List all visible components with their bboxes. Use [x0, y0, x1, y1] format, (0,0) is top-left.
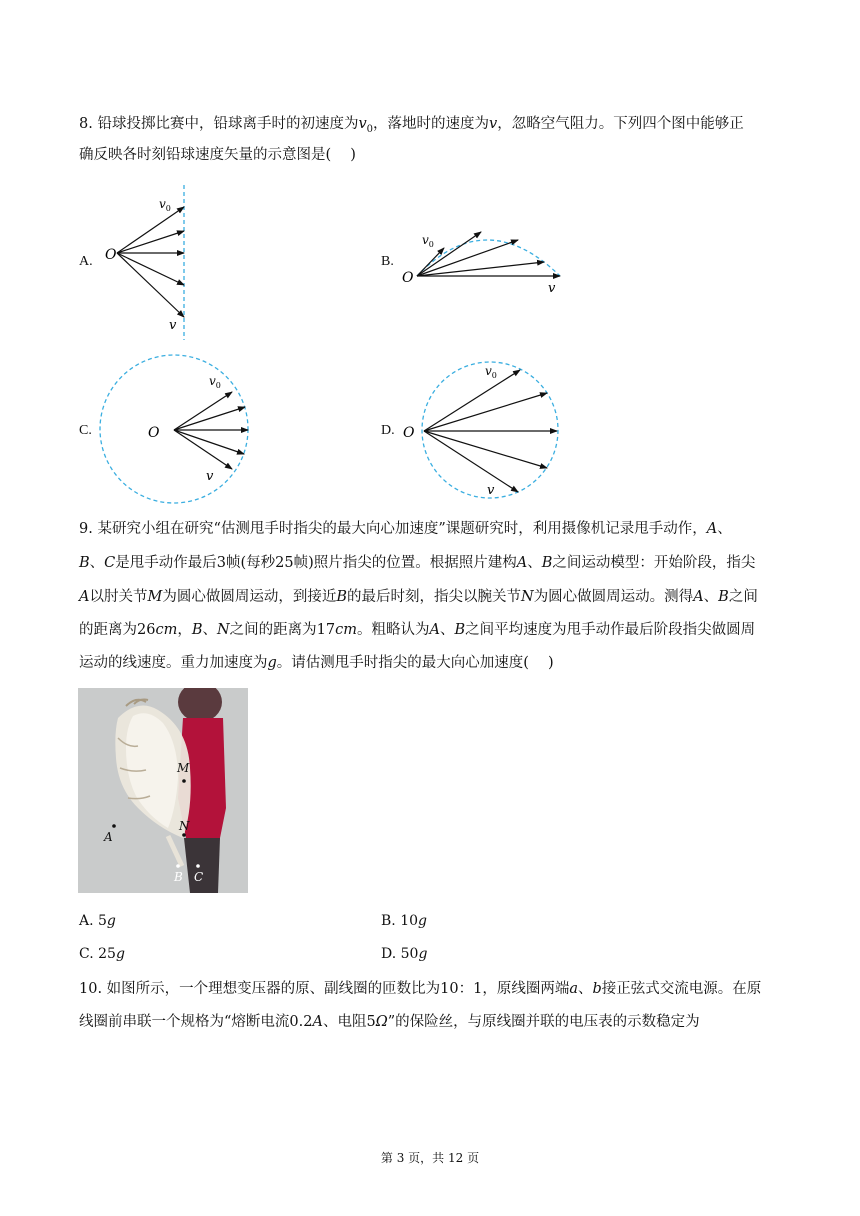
option-a-label: A.: [79, 254, 93, 269]
v-label: v: [487, 483, 495, 498]
q10-text: ”的保险丝，与原线圈并联的电压表的示数稳定为: [387, 1014, 700, 1030]
q9-symbol: B: [454, 622, 466, 638]
q9-symbol: A: [706, 521, 718, 537]
q10-symbol: a: [569, 981, 578, 997]
q9-text: 之间: [728, 589, 758, 605]
choice-label: D. 50: [381, 946, 419, 962]
q10-text: 、电阻5: [322, 1014, 376, 1030]
q10-text: 接正弦式交流电源。在原: [601, 981, 762, 997]
label-a: A: [104, 830, 113, 844]
dashed-circle: [422, 362, 558, 498]
q9-text: 的距离为26: [79, 622, 156, 638]
hand-swing-illustration: [78, 688, 248, 893]
velocity-arrow: [117, 231, 184, 253]
velocity-arrow: [424, 370, 520, 431]
q9-symbol: A: [516, 555, 528, 571]
q10-text: 10. 如图所示，一个理想变压器的原、副线圈的匝数比为10：1，原线圈两端: [79, 981, 570, 997]
q9-line-1: [79, 519, 732, 539]
choice-c[interactable]: [79, 946, 125, 962]
q9-symbol: B: [718, 589, 729, 605]
q9-text: 之间运动模型：开始阶段，指尖: [552, 555, 756, 571]
q9-text: 、: [89, 555, 105, 571]
label-m: M: [177, 761, 190, 775]
v0-label: $v_0$: [485, 364, 497, 380]
q9-line-2: [79, 553, 755, 573]
label-n: N: [179, 819, 190, 833]
figure-option-b: [398, 222, 568, 297]
point-n: [182, 833, 186, 837]
choice-label: B. 10: [381, 913, 419, 929]
choice-symbol: g: [115, 946, 125, 962]
label-c: C: [194, 870, 204, 884]
q9-symbol: N: [216, 622, 230, 638]
velocity-arrow: [424, 431, 547, 468]
v0-label: $v_0$: [422, 233, 434, 249]
dashed-circle: [100, 355, 248, 503]
velocity-arrow: [117, 207, 184, 253]
dashed-trajectory: [417, 240, 560, 276]
velocity-arrow: [174, 407, 245, 430]
point-b: [176, 864, 180, 868]
figure-option-a: [105, 185, 205, 345]
q9-text: 为圆心做圆周运动，到接近: [162, 589, 337, 605]
velocity-arrow: [117, 253, 184, 285]
q9-text: 运动的线速度。重力加速度为: [79, 655, 268, 671]
velocity-arrow: [174, 430, 232, 469]
q9-text: 、: [527, 555, 542, 571]
choice-label: C. 25: [79, 946, 116, 962]
choice-symbol: g: [418, 913, 427, 929]
choice-d[interactable]: [381, 946, 427, 962]
q10-text: 、: [578, 981, 593, 997]
q10-unit: A: [312, 1014, 323, 1030]
option-d-label: D.: [381, 423, 395, 438]
q8-text: ，忽略空气阻力。下列四个图中能够正: [497, 116, 744, 132]
choice-label: A. 5: [79, 913, 107, 929]
v0-symbol: v: [358, 116, 367, 132]
q9-text: 之间的距离为17: [229, 622, 336, 638]
q9-text: 之间平均速度为甩手动作最后阶段指尖做圆周: [465, 622, 756, 638]
q9-symbol: g: [267, 655, 277, 671]
q9-symbol: B: [336, 589, 347, 605]
figure-option-c: [96, 355, 256, 505]
q9-symbol: A: [429, 622, 440, 638]
origin-label: O: [403, 425, 415, 441]
origin-label: O: [148, 425, 160, 441]
q9-line-5: [79, 653, 554, 673]
q9-symbol: B: [191, 622, 203, 638]
v0-subscript: 0: [366, 123, 374, 135]
v-symbol: v: [489, 116, 498, 132]
point-a: [112, 824, 116, 828]
q8-text: ，落地时的速度为: [373, 116, 490, 132]
v0-label: $v_0$: [209, 374, 221, 390]
velocity-arrow: [424, 393, 547, 431]
q9-text: 。请估测甩手时指尖的最大向心加速度( ): [276, 655, 554, 671]
q8-text: 8. 铅球投掷比赛中，铅球离手时的初速度为: [79, 116, 359, 132]
v-label: v: [169, 318, 177, 333]
q9-symbol: B: [541, 555, 553, 571]
q9-text: 。粗略认为: [357, 622, 430, 638]
choice-symbol: g: [106, 913, 116, 929]
q9-text: 、: [703, 589, 719, 605]
q9-text: 是甩手动作最后3帧(每秒25帧)照片指尖的位置。根据照片建构: [115, 555, 517, 571]
q9-symbol: A: [693, 589, 704, 605]
q9-text: ，: [177, 622, 192, 638]
velocity-arrow: [117, 253, 184, 317]
q9-text: 、: [439, 622, 455, 638]
q9-text: 9. 某研究小组在研究“估测甩手时指尖的最大向心加速度”课题研究时，利用摄像机记录甩手动作，: [79, 521, 707, 537]
q8-line-1: [79, 114, 744, 140]
q9-unit: cm: [155, 622, 178, 638]
q9-text: 为圆心做圆周运动。测得: [533, 589, 694, 605]
q9-text: 、: [202, 622, 217, 638]
q9-line-4: [79, 620, 755, 640]
q10-text: 线圈前串联一个规格为“熔断电流0.2: [79, 1014, 313, 1030]
q10-unit: Ω: [375, 1014, 388, 1030]
velocity-arrow: [424, 431, 518, 492]
q10-line-2: [79, 1012, 700, 1032]
label-b: B: [174, 870, 183, 884]
q9-text: 以肘关节: [89, 589, 148, 605]
origin-label: O: [105, 247, 117, 263]
q9-symbol: C: [104, 555, 116, 571]
q9-symbol: M: [147, 589, 163, 605]
q8-line-2: 确反映各时刻铅球速度矢量的示意图是( ): [79, 147, 356, 163]
figure-option-d: [400, 355, 565, 505]
q9-symbol: A: [79, 589, 90, 605]
v-label: v: [548, 281, 556, 296]
option-c-label: C.: [79, 423, 92, 438]
choice-symbol: g: [418, 946, 428, 962]
point-m: [182, 779, 186, 783]
q10-line-1: [79, 979, 761, 999]
velocity-arrow: [174, 430, 244, 454]
hand-swing-photo: [78, 688, 248, 893]
q9-symbol: N: [521, 589, 534, 605]
v0-label: $v_0$: [159, 197, 171, 213]
choice-a[interactable]: [79, 913, 116, 929]
origin-label: O: [402, 270, 414, 286]
choice-b[interactable]: [381, 913, 427, 929]
point-c: [196, 864, 200, 868]
q9-text: 的最后时刻，指尖以腕关节: [347, 589, 521, 605]
v-label: v: [206, 469, 214, 484]
q9-symbol: B: [79, 555, 90, 571]
velocity-arrow: [174, 392, 232, 430]
q9-unit: cm: [335, 622, 357, 638]
page-footer: 第 3 页，共 12 页: [380, 1151, 480, 1165]
option-b-label: B.: [381, 254, 394, 269]
q9-line-3: [79, 587, 758, 607]
q9-text: 、: [717, 521, 732, 537]
q10-symbol: b: [592, 981, 602, 997]
